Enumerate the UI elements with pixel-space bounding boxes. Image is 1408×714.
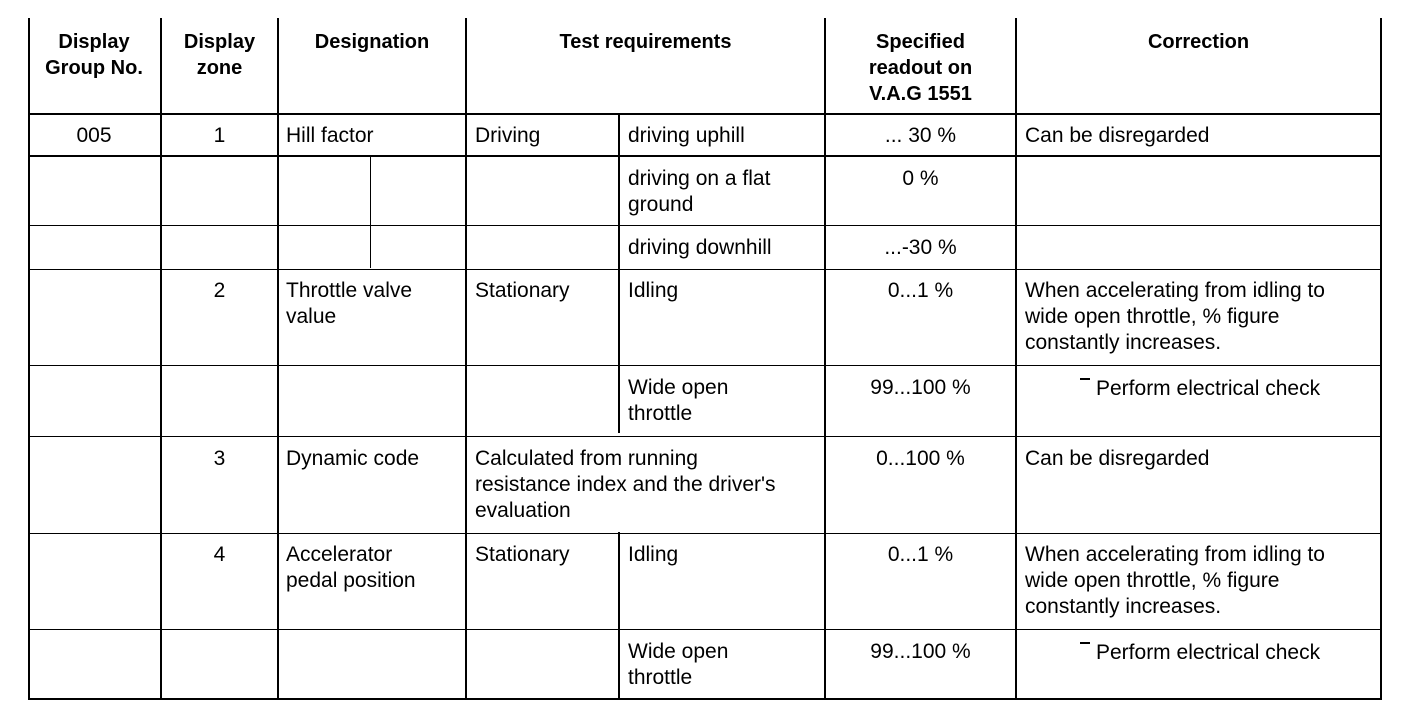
table-bottom-border [28, 698, 1382, 700]
header-group-no: Display Group No. [45, 31, 143, 79]
column-divider [1015, 18, 1017, 700]
cell-zone: 2 [213, 279, 226, 302]
cell-readout: 0...1 % [887, 279, 954, 302]
header-bottom-border [28, 113, 1382, 115]
column-divider [824, 18, 826, 700]
header-correction: Correction [1147, 31, 1250, 53]
cell-test: driving downhill [628, 236, 772, 259]
cell-correction: When accelerating from idling to wide open throttle, % figure constantly increases. [1025, 543, 1325, 618]
cell-readout: 99...100 % [870, 640, 971, 663]
row-divider [28, 365, 1382, 366]
cell-correction [1080, 376, 1320, 402]
cell-zone: 3 [213, 447, 226, 470]
header-test-requirements: Test requirements [559, 31, 732, 53]
cell-designation: Dynamic code [286, 447, 420, 470]
cell-zone: 1 [213, 124, 226, 147]
designation-subdivider [370, 156, 371, 268]
bullet-dash-icon [1080, 642, 1090, 644]
correction-text: Perform electrical check [1096, 641, 1321, 664]
row-divider [28, 629, 1382, 630]
column-divider [160, 18, 162, 700]
column-divider [277, 18, 279, 700]
row-divider [28, 155, 1382, 157]
table-border-left [28, 18, 30, 700]
row-divider [28, 225, 1382, 226]
cell-condition: Calculated from running resistance index and the driver's evaluation [475, 447, 776, 522]
cell-test: driving uphill [628, 124, 745, 147]
cell-correction: When accelerating from idling to wide open throttle, % figure constantly increases. [1025, 279, 1325, 354]
cell-group: 005 [76, 124, 112, 147]
row-divider [28, 269, 1382, 270]
cell-test: Idling [628, 543, 679, 566]
display-group-table [28, 18, 1382, 700]
bullet-dash-icon [1080, 378, 1090, 380]
cell-condition: Stationary [475, 279, 570, 302]
cell-designation: Accelerator pedal position [286, 543, 416, 592]
cell-correction: Can be disregarded [1025, 124, 1210, 147]
row-divider [28, 533, 1382, 534]
cell-designation: Hill factor [286, 124, 374, 147]
cell-readout: ...-30 % [884, 236, 957, 259]
column-divider [618, 532, 620, 700]
cell-readout: 99...100 % [870, 376, 971, 399]
table-border-right [1380, 18, 1382, 700]
cell-designation: Throttle valve value [286, 279, 413, 328]
cell-condition: Driving [475, 124, 541, 147]
cell-readout: 0...100 % [876, 447, 965, 470]
column-divider [618, 114, 620, 433]
cell-test: Wide open throttle [628, 640, 729, 689]
row-divider [28, 436, 1382, 437]
cell-correction: Can be disregarded [1025, 447, 1210, 470]
cell-readout: 0 % [902, 167, 939, 190]
correction-text: Perform electrical check [1096, 377, 1321, 400]
cell-condition: Stationary [475, 543, 570, 566]
cell-test: Wide open throttle [628, 376, 729, 425]
header-specified-readout: Specified readout on V.A.G 1551 [868, 31, 973, 105]
header-designation: Designation [314, 31, 430, 53]
cell-correction [1080, 640, 1320, 666]
cell-test: Idling [628, 279, 679, 302]
cell-zone: 4 [213, 543, 226, 566]
column-divider [465, 18, 467, 700]
header-zone: Display zone [183, 31, 256, 79]
cell-readout: 0...1 % [887, 543, 954, 566]
cell-test: driving on a flat ground [628, 167, 771, 216]
cell-readout: ... 30 % [884, 124, 957, 147]
